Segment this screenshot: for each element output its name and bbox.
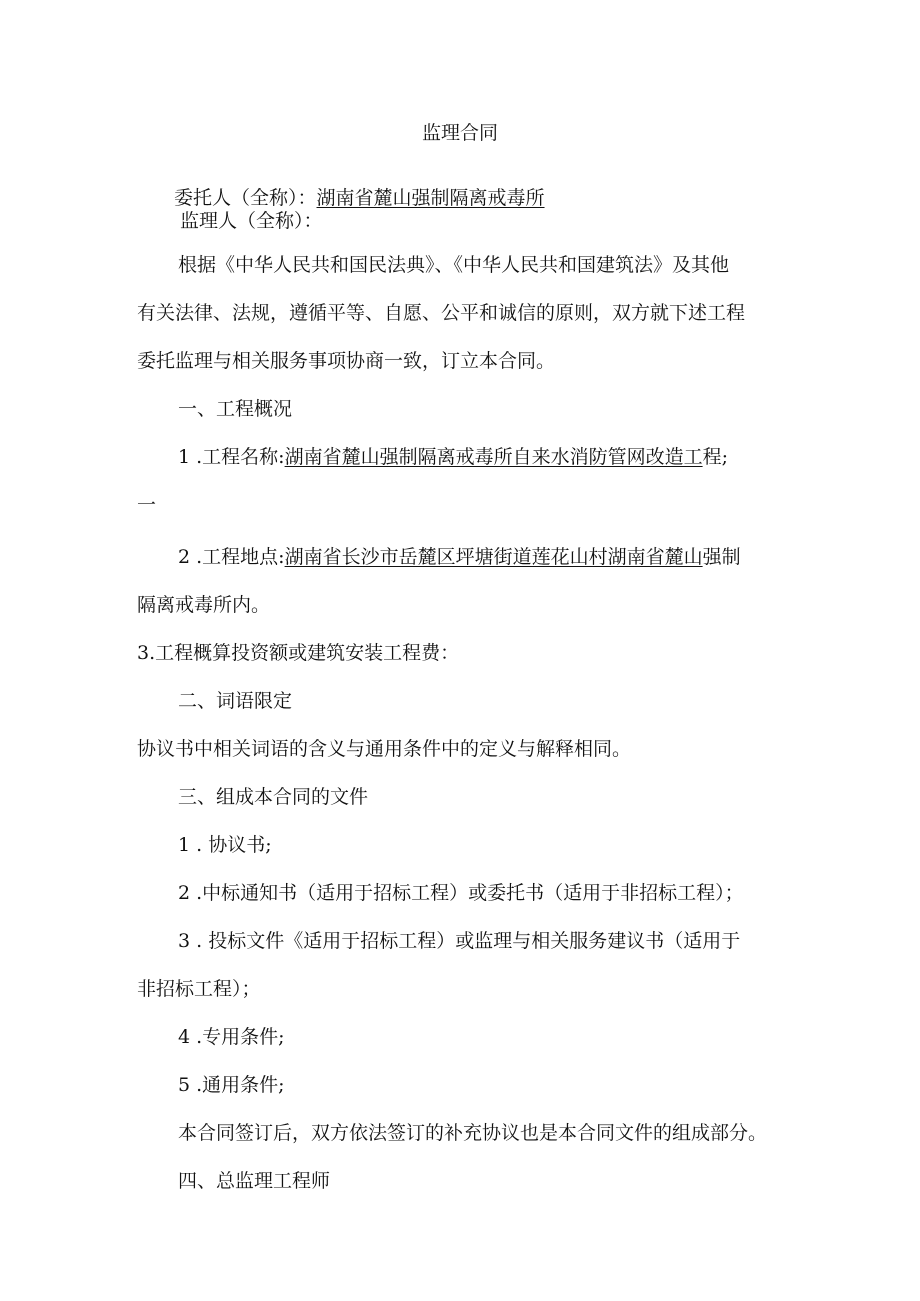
section-2-heading: 二、词语限定 bbox=[178, 690, 293, 712]
list-item: 4 .专用条件; bbox=[178, 1026, 285, 1048]
supervisor-label: 监理人（全称）： bbox=[180, 210, 323, 232]
project-location-line bbox=[178, 545, 741, 569]
project-name-value: 湖南省麓山强制隔离戒毒所自来水消防管网改造工 bbox=[284, 446, 703, 468]
list-item: 1 . 协议书; bbox=[178, 834, 272, 856]
client-label: 委托人（全称）： bbox=[174, 187, 317, 209]
list-item: 2 .中标通知书（适用于招标工程）或委托书（适用于非招标工程）； bbox=[178, 882, 744, 904]
section-4-heading: 四、总监理工程师 bbox=[178, 1170, 331, 1192]
preamble-line-1: 根据《中华人民共和国民法典》、《中华人民共和国建筑法》及其他 bbox=[178, 254, 730, 276]
project-name-dash: 一 bbox=[137, 494, 157, 516]
client-line bbox=[174, 186, 545, 210]
project-location-line-2: 隔离戒毒所内。 bbox=[137, 594, 271, 616]
list-item: 3 . 投标文件《适用于招标工程）或监理与相关服务建议书（适用于 bbox=[178, 930, 741, 952]
section-3-closing: 本合同签订后，双方依法签订的补充协议也是本合同文件的组成部分。 bbox=[178, 1122, 768, 1144]
project-investment-line: 3.工程概算投资额或建筑安装工程费： bbox=[137, 642, 460, 664]
project-location-value: 湖南省长沙市岳麓区坪塘街道莲花山村湖南省麓山 bbox=[284, 546, 703, 568]
project-name-rest: 程; bbox=[702, 446, 728, 468]
list-item: 5 .通用条件; bbox=[178, 1074, 285, 1096]
project-location-rest: 强制 bbox=[702, 546, 741, 568]
project-name-line bbox=[178, 445, 728, 469]
preamble-line-3: 委托监理与相关服务事项协商一致，订立本合同。 bbox=[137, 350, 556, 372]
project-name-label: 1 .工程名称: bbox=[178, 446, 285, 468]
section-3-heading: 三、组成本合同的文件 bbox=[178, 786, 369, 808]
project-location-label: 2 .工程地点: bbox=[178, 546, 285, 568]
client-name: 湖南省麓山强制隔离戒毒所 bbox=[316, 187, 545, 209]
document-title: 监理合同 bbox=[421, 122, 498, 144]
preamble-line-2: 有关法律、法规，遵循平等、自愿、公平和诚信的原则，双方就下述工程 bbox=[137, 302, 746, 324]
section-2-text: 协议书中相关词语的含义与通用条件中的定义与解释相同。 bbox=[137, 738, 632, 760]
section-1-heading: 一、工程概况 bbox=[178, 398, 293, 420]
list-item: 非招标工程）； bbox=[137, 978, 261, 1000]
